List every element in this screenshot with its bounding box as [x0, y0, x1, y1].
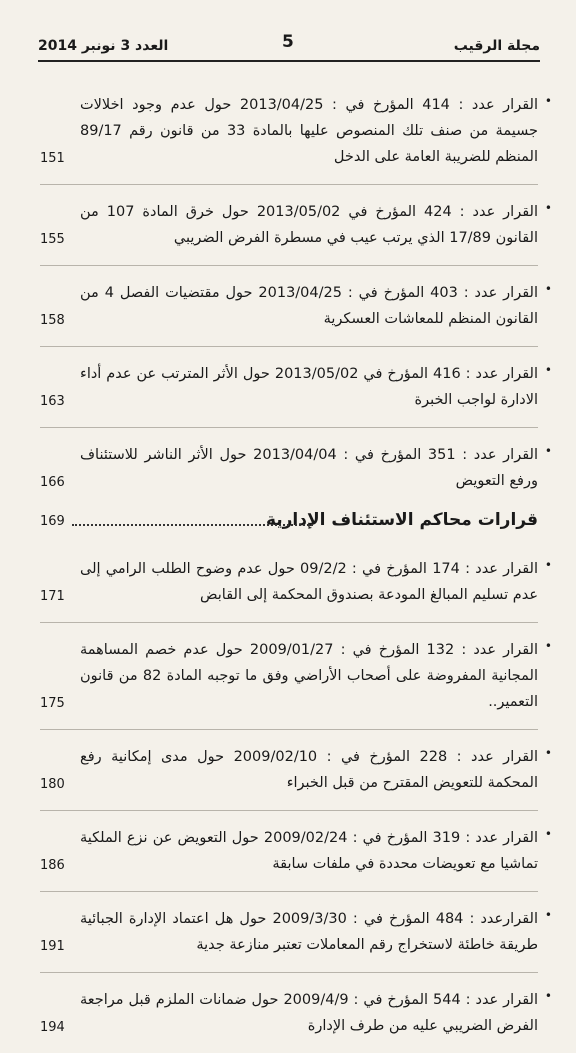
divider [40, 891, 538, 892]
divider [40, 972, 538, 973]
toc-entry [40, 987, 552, 1039]
toc-entry-page: 171 [40, 589, 65, 604]
bullet-icon: • [544, 746, 552, 760]
toc-entry-text: القرار عدد : 132 المؤرخ في : 2009/01/27 حول عدم خصم المساهمة المجانية المفروضة على أصحاب الأراضي وفق ما توجبه المادة 82 من قانون التعمير.. [80, 642, 538, 710]
bullet-icon: • [544, 444, 552, 458]
bullet-icon: • [544, 363, 552, 377]
toc-entry-text: القرار عدد : 351 المؤرخ في : 2013/04/04 حول الأثر الناشر للاستئناف ورفع التعويض [80, 447, 538, 489]
toc-entry [40, 637, 552, 715]
toc-entry-page: 180 [40, 777, 65, 792]
dot-leader [72, 524, 313, 526]
toc-entry [40, 906, 552, 958]
toc-entry [40, 556, 552, 608]
divider [40, 729, 538, 730]
toc-entry [40, 361, 552, 413]
divider [40, 622, 538, 623]
page-header [38, 32, 540, 56]
toc-entry-page: 163 [40, 394, 65, 409]
bullet-icon: • [544, 827, 552, 841]
journal-title: مجلة الرقيب [453, 38, 540, 54]
bullet-icon: • [544, 908, 552, 922]
page-number: 5 [282, 32, 294, 52]
toc-entry-text: القرار عدد : 544 المؤرخ في : 2009/4/9 حول ضمانات الملزم قبل مراجعة الفرض الضريبي عليه من طرف الإدارة [80, 992, 538, 1034]
bullet-icon: • [544, 558, 552, 572]
toc-entry-text: القرارعدد : 484 المؤرخ في : 2009/3/30 حول هل اعتماد الإدارة الجبائية طريقة خاطئة لاستخراج رقم المعاملات تعتبر منازعة جدية [80, 911, 538, 953]
toc-entry [40, 825, 552, 877]
toc-entry [40, 744, 552, 796]
toc-entry-page: 186 [40, 858, 65, 873]
toc-entry-page: 175 [40, 696, 65, 711]
toc-entry-text: القرار عدد : 416 المؤرخ في 2013/05/02 حول الأثر المترتب عن عدم أداء الادارة لواجب الخبرة [80, 366, 539, 408]
toc-entry [40, 92, 552, 170]
toc-entry-text: القرار عدد : 228 المؤرخ في : 2009/02/10 حول مدى إمكانية رفع المحكمة للتعويض المقترح من قبل الخبراء [80, 749, 538, 791]
toc-content [40, 92, 552, 1053]
bullet-icon: • [544, 94, 552, 108]
toc-entry-text: القرار عدد : 319 المؤرخ في : 2009/02/24 حول التعويض عن نزع الملكية تماشيا مع تعويضات محددة في ملفات سابقة [80, 830, 538, 872]
divider [40, 265, 538, 266]
divider [40, 810, 538, 811]
toc-entry-page: 166 [40, 475, 65, 490]
toc-entry-text: القرار عدد : 403 المؤرخ في : 2013/04/25 حول مقتضيات الفصل 4 من القانون المنظم للمعاشات العسكرية [80, 285, 538, 327]
toc-entry-text: القرار عدد : 174 المؤرخ في : 09/2/2 حول عدم وضوح الطلب الرامي إلى عدم تسليم المبالغ المودعة بصندوق المحكمة إلى القابض [80, 561, 538, 603]
section-page: 169 [40, 514, 65, 529]
bullet-icon: • [544, 639, 552, 653]
toc-entry-page: 194 [40, 1020, 65, 1035]
toc-entry [40, 280, 552, 332]
section-title: قرارات محاكم الاستئناف الإدارية [265, 510, 538, 530]
toc-entry-page: 158 [40, 313, 65, 328]
section-heading [40, 508, 538, 542]
toc-entry [40, 442, 552, 494]
toc-entry [40, 199, 552, 251]
toc-entry-page: 155 [40, 232, 65, 247]
bullet-icon: • [544, 282, 552, 296]
divider [40, 427, 538, 428]
toc-entry-text: القرار عدد : 414 المؤرخ في : 2013/04/25 حول عدم وجود اخلالات جسيمة من صنف تلك المنصوص عليها بالمادة 33 من قانون رقم 89/17 المنظم للضريبة العامة على الدخل [80, 97, 538, 165]
toc-entry-page: 151 [40, 151, 65, 166]
divider [40, 346, 538, 347]
bullet-icon: • [544, 201, 552, 215]
header-rule [38, 60, 540, 62]
divider [40, 184, 538, 185]
toc-entry-page: 191 [40, 939, 65, 954]
issue-label: العدد 3 نونبر 2014 [38, 38, 169, 54]
toc-entry-text: القرار عدد : 424 المؤرخ في 2013/05/02 حول خرق المادة 107 من القانون 17/89 الذي يرتب عيب في مسطرة الفرض الضريبي [80, 204, 538, 246]
bullet-icon: • [544, 989, 552, 1003]
